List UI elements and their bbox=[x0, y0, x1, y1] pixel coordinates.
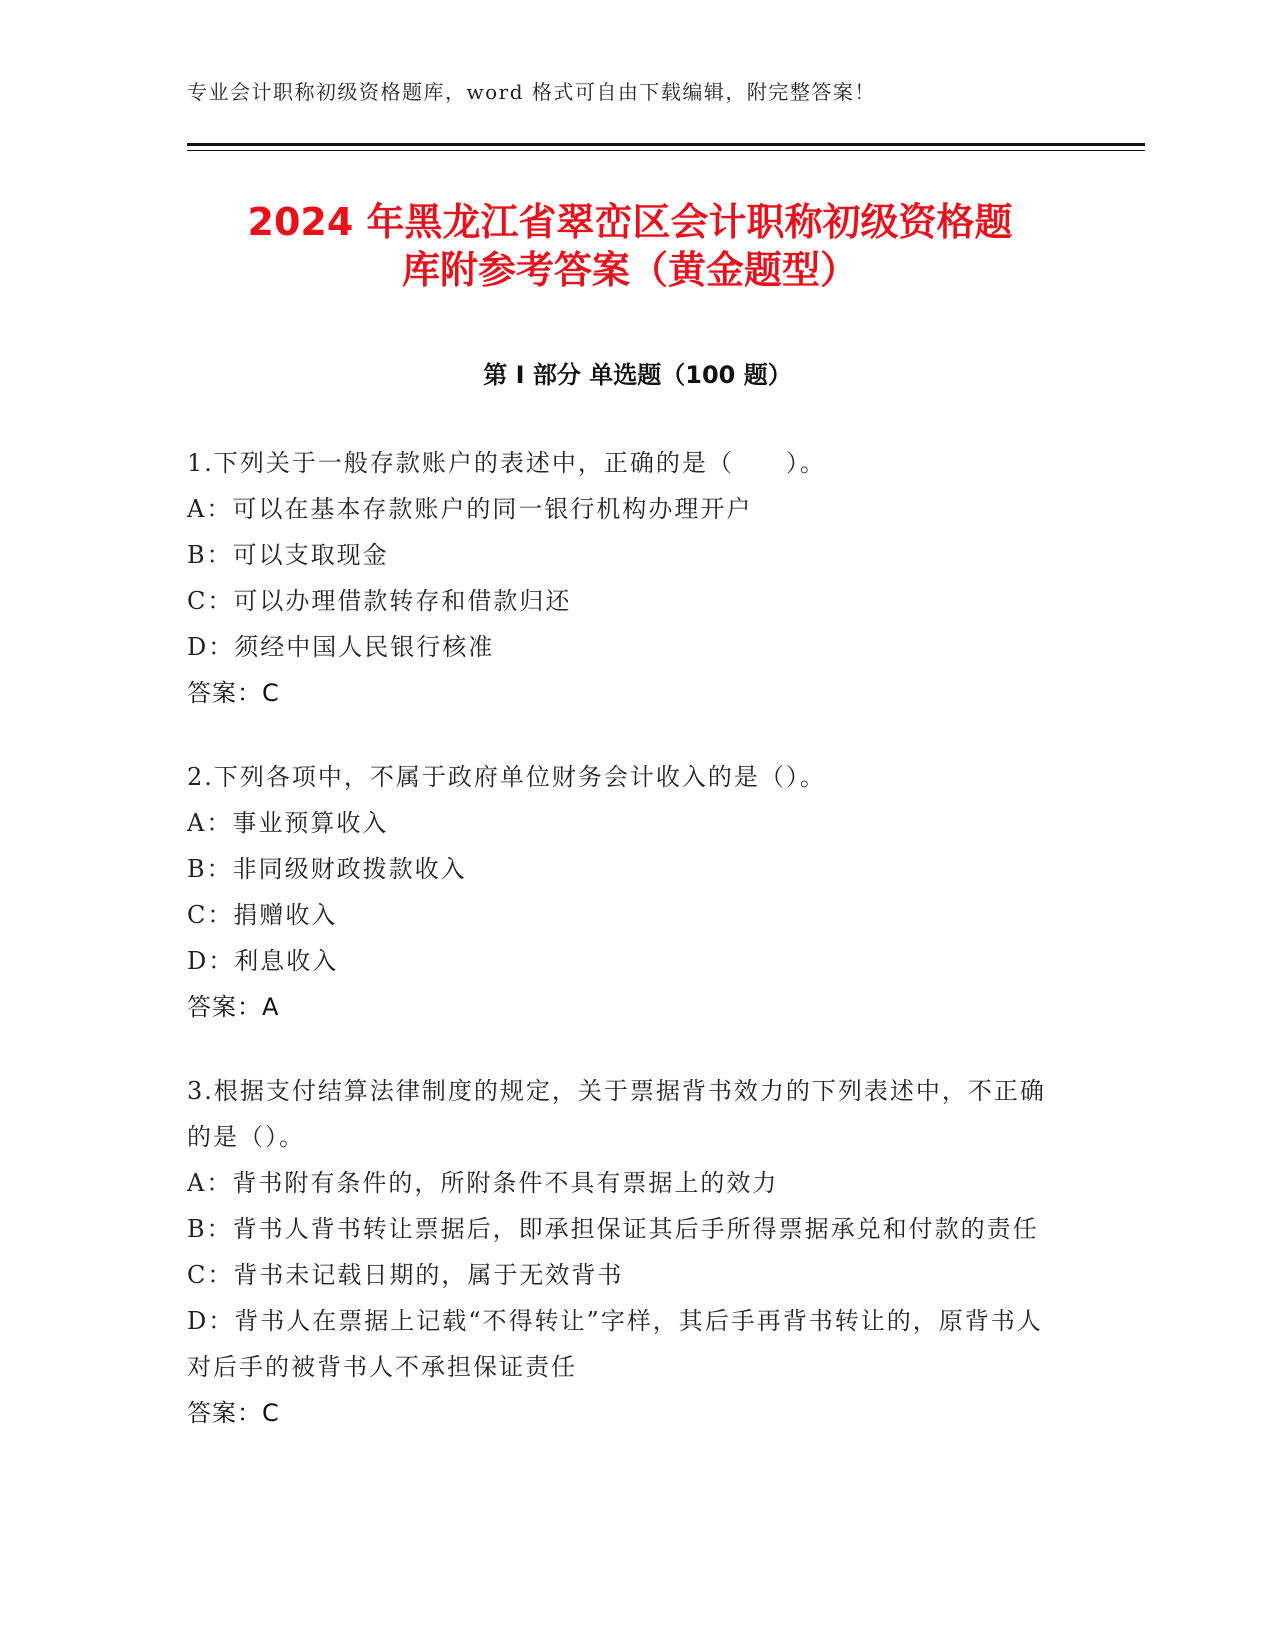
question-list bbox=[187, 440, 1067, 1474]
option-c: C：可以办理借款转存和借款归还 bbox=[187, 587, 572, 615]
option-c: C：捐赠收入 bbox=[187, 901, 338, 929]
question-1 bbox=[187, 440, 1067, 716]
question-stem: 2.下列各项中，不属于政府单位财务会计收入的是（）。 bbox=[187, 763, 826, 791]
document-title-line-1: 2024 年黑龙江省翠峦区会计职称初级资格题 bbox=[247, 200, 1013, 244]
section-heading: 第 I 部分 单选题（100 题） bbox=[483, 361, 792, 389]
answer: 答案：C bbox=[187, 1399, 280, 1427]
question-stem: 3.根据支付结算法律制度的规定，关于票据背书效力的下列表述中，不正确的是（）。 bbox=[187, 1077, 1046, 1151]
header-divider-thin bbox=[187, 150, 1145, 151]
option-b: B：可以支取现金 bbox=[187, 541, 389, 569]
header-note: 专业会计职称初级资格题库，word 格式可自由下载编辑，附完整答案！ bbox=[187, 80, 876, 104]
question-3 bbox=[187, 1068, 1067, 1436]
option-b: B：背书人背书转让票据后，即承担保证其后手所得票据承兑和付款的责任 bbox=[187, 1215, 1039, 1243]
question-stem: 1.下列关于一般存款账户的表述中，正确的是（ ）。 bbox=[187, 449, 826, 477]
question-2 bbox=[187, 754, 1067, 1030]
option-b: B：非同级财政拨款收入 bbox=[187, 855, 467, 883]
option-a: A：背书附有条件的，所附条件不具有票据上的效力 bbox=[187, 1169, 779, 1197]
answer: 答案：C bbox=[187, 679, 280, 707]
answer: 答案：A bbox=[187, 993, 280, 1021]
option-a: A：可以在基本存款账户的同一银行机构办理开户 bbox=[187, 495, 753, 523]
document-title-line-2: 库附参考答案（黄金题型） bbox=[401, 248, 858, 292]
document-title bbox=[180, 198, 1080, 294]
option-c: C：背书未记载日期的，属于无效背书 bbox=[187, 1261, 624, 1289]
option-a: A：事业预算收入 bbox=[187, 809, 389, 837]
option-d: D：背书人在票据上记载“不得转让”字样，其后手再背书转让的，原背书人对后手的被背书人不承担保证责任 bbox=[187, 1307, 1043, 1381]
option-d: D：利息收入 bbox=[187, 947, 339, 975]
option-d: D：须经中国人民银行核准 bbox=[187, 633, 495, 661]
header-divider-thick bbox=[187, 143, 1145, 146]
